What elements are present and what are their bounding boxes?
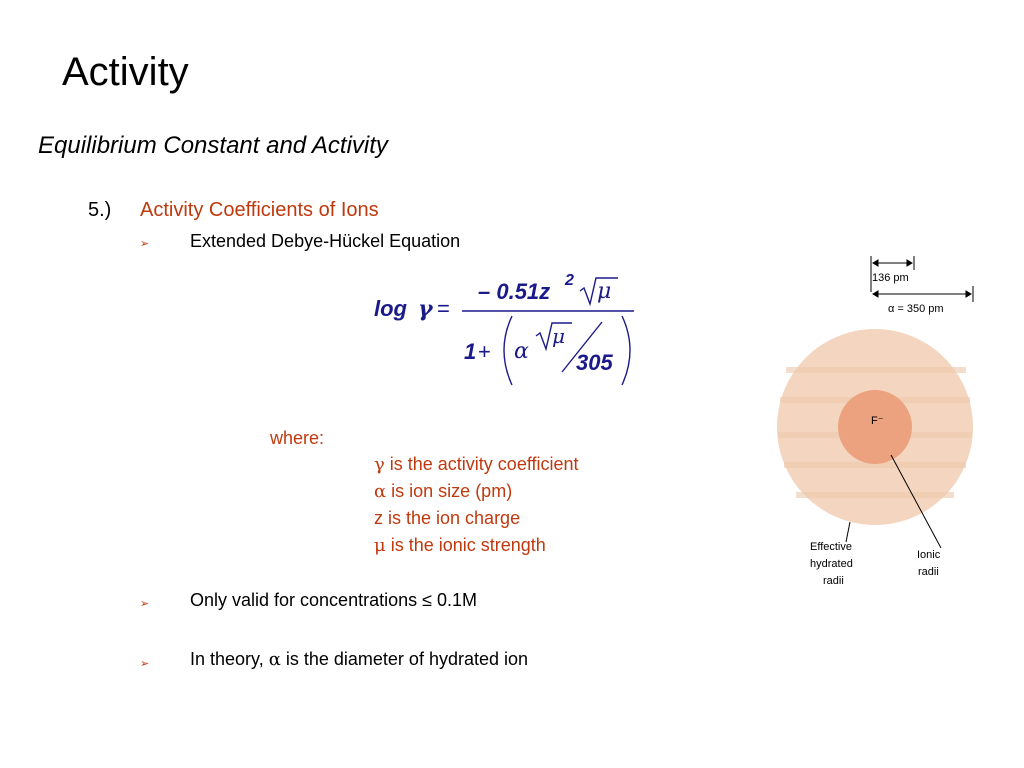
def-text-alpha: is ion size (pm) [386, 481, 513, 501]
definition-mu [374, 532, 546, 559]
slide-title: Activity [62, 50, 189, 94]
def-symbol-gamma: γ [374, 454, 385, 475]
def-symbol-mu: μ [374, 535, 386, 556]
eq-denominator-mu: μ [552, 324, 565, 348]
eq-numerator-exp: 2 [565, 272, 574, 289]
bullet-hydrated-diameter [190, 647, 528, 672]
b3-prefix: In theory, [190, 649, 269, 669]
eq-denominator-const: 305 [576, 350, 613, 375]
left-paren-icon [504, 316, 512, 385]
ionic-label-1: Ionic [917, 549, 941, 561]
def-text-z: z is the ion charge [374, 508, 521, 528]
effective-label-2: hydrated [810, 558, 853, 570]
bullet-arrow-icon: ➢ [140, 658, 150, 670]
eq-numerator-mu: μ [597, 279, 612, 304]
label-136pm: 136 pm [872, 272, 909, 284]
eq-plus: + [478, 339, 491, 364]
eq-equals: = [437, 296, 450, 321]
def-text-gamma: is the activity coefficient [384, 454, 579, 474]
bullet-arrow-icon: ➢ [140, 598, 150, 610]
hydrated-ion-figure [776, 250, 1000, 590]
ion-label: F⁻ [871, 415, 884, 427]
definition-alpha [374, 478, 512, 505]
definition-z [374, 505, 520, 531]
item-number: 5.) [88, 199, 112, 221]
effective-label-1: Effective [810, 541, 852, 553]
item-heading: Activity Coefficients of Ions [140, 199, 379, 221]
bullet-valid-concentration: Only valid for concentrations ≤ 0.1M [190, 590, 478, 610]
slide-subtitle: Equilibrium Constant and Activity [38, 132, 388, 159]
where-label: where: [270, 428, 325, 448]
eq-numerator-coeff: – 0.51z [478, 279, 551, 304]
bullet-debye-huckel: Extended Debye-Hückel Equation [190, 231, 461, 251]
hydrated-ion-diagram [776, 250, 1000, 590]
eq-gamma: γ [418, 296, 433, 322]
eq-one: 1 [464, 339, 477, 364]
definition-gamma [374, 451, 579, 478]
right-paren-icon [622, 316, 630, 385]
def-text-mu: is the ionic strength [385, 535, 546, 555]
effective-label-3: radii [823, 575, 844, 587]
bullet-arrow-icon: ➢ [140, 238, 150, 250]
label-350pm: α = 350 pm [888, 303, 944, 315]
eq-log: log [374, 296, 407, 321]
b3-suffix: is the diameter of hydrated ion [280, 649, 529, 669]
ion-core [838, 390, 912, 464]
def-symbol-alpha: α [374, 481, 387, 502]
eq-alpha: α [514, 339, 529, 364]
ionic-label-2: radii [918, 566, 939, 578]
b3-alpha: α [268, 649, 281, 670]
